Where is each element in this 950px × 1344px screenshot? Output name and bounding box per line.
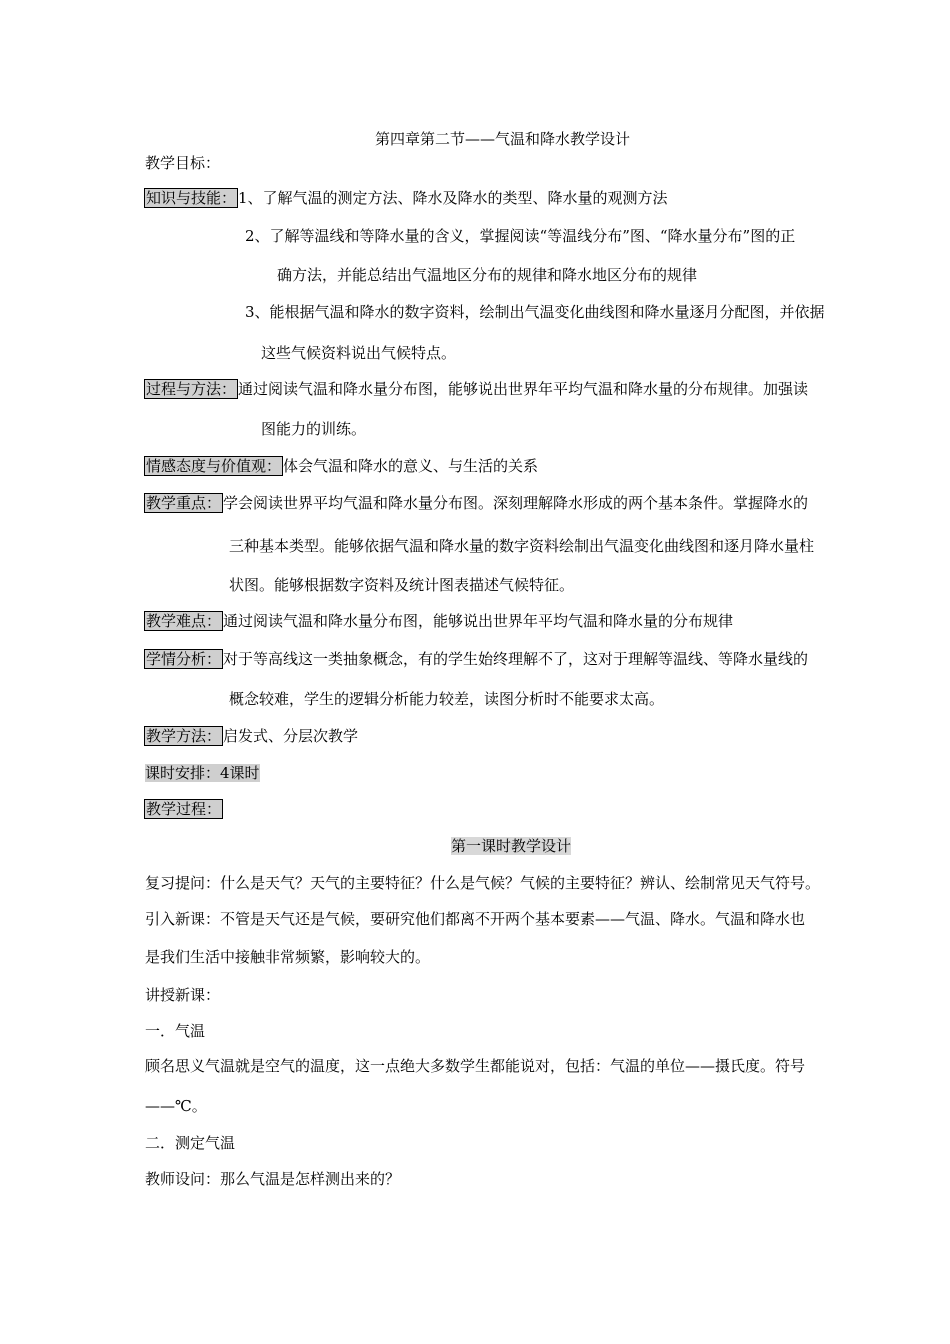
difficulties-row [144, 611, 733, 631]
process-method-line-1: 通过阅读气温和降水量分布图，能够说出世界年平均气温和降水量的分布规律。加强读 [238, 380, 809, 398]
lesson-1-title-row [451, 836, 571, 856]
process-heading: 教学过程： [146, 800, 222, 818]
knowledge-item-3-line-1: 3、能根据气温和降水的数字资料，绘制出气温变化曲线图和降水量逐月分配图，并依据 [245, 303, 825, 321]
emotion-values-row [144, 456, 538, 476]
process-method-row [144, 379, 808, 399]
knowledge-item-1: 1、了解气温的测定方法、降水及降水的类型、降水量的观测方法 [238, 189, 668, 207]
document-title: 第四章第二节——气温和降水教学设计 [375, 130, 631, 148]
knowledge-item-2-line-1: 2、了解等温线和等降水量的含义，掌握阅读“等温线分布”图、“降水量分布”图的正 [245, 227, 796, 245]
intro-line-2: 是我们生活中接触非常频繁，影响较大的。 [145, 948, 431, 966]
difficulties-label: 教学难点： [146, 612, 222, 630]
section-2-heading: 二．测定气温 [145, 1134, 236, 1152]
process-method-label: 过程与方法： [146, 380, 237, 398]
student-analysis-label: 学情分析： [146, 650, 222, 668]
lesson-1-title: 第一课时教学设计 [451, 837, 572, 855]
knowledge-item-2-line-2: 确方法，并能总结出气温地区分布的规律和降水地区分布的规律 [277, 266, 698, 284]
schedule-text: 课时安排：4课时 [145, 764, 260, 782]
student-analysis-line-1: 对于等高线这一类抽象概念，有的学生始终理解不了，这对于理解等温线、等降水量线的 [223, 650, 809, 668]
teaching-methods-text: 启发式、分层次教学 [223, 727, 359, 745]
teaching-methods-label: 教学方法： [146, 727, 222, 745]
key-points-label: 教学重点： [146, 494, 222, 512]
teaching-methods-row [144, 726, 358, 746]
section-1-heading: 一．气温 [145, 1022, 206, 1040]
process-method-line-2: 图能力的训练。 [261, 420, 367, 438]
student-analysis-line-2: 概念较难，学生的逻辑分析能力较差，读图分析时不能要求太高。 [229, 690, 665, 708]
student-analysis-row [144, 649, 808, 669]
objectives-heading: 教学目标： [145, 154, 221, 172]
section-1-line-1: 顾名思义气温就是空气的温度，这一点绝大多数学生都能说对，包括：气温的单位——摄氏度。符号 [145, 1057, 806, 1075]
new-lesson-heading: 讲授新课： [145, 986, 221, 1004]
review-question: 复习提问：什么是天气？天气的主要特征？什么是气候？气候的主要特征？辨认、绘制常见天气符号。 [145, 874, 821, 892]
key-points-line-2: 三种基本类型。能够依据气温和降水量的数字资料绘制出气温变化曲线图和逐月降水量柱 [229, 537, 815, 555]
emotion-values-label: 情感态度与价值观： [146, 457, 282, 475]
section-1-line-2: ——℃。 [145, 1097, 207, 1115]
knowledge-item-3-line-2: 这些气候资料说出气候特点。 [261, 344, 457, 362]
intro-line-1: 引入新课：不管是天气还是气候，要研究他们都离不开两个基本要素——气温、降水。气温和降水也 [145, 910, 806, 928]
knowledge-skills-row [144, 188, 668, 208]
emotion-values-text: 体会气温和降水的意义、与生活的关系 [283, 457, 539, 475]
key-points-line-1: 学会阅读世界平均气温和降水量分布图。深刻理解降水形成的两个基本条件。掌握降水的 [223, 494, 809, 512]
teacher-question: 教师设问：那么气温是怎样测出来的？ [145, 1170, 401, 1188]
difficulties-text: 通过阅读气温和降水量分布图，能够说出世界年平均气温和降水量的分布规律 [223, 612, 734, 630]
key-points-line-3: 状图。能够根据数字资料及统计图表描述气候特征。 [229, 576, 575, 594]
key-points-row [144, 493, 808, 513]
process-heading-row [144, 799, 223, 819]
knowledge-skills-label: 知识与技能： [146, 189, 237, 207]
schedule-row [145, 763, 260, 783]
